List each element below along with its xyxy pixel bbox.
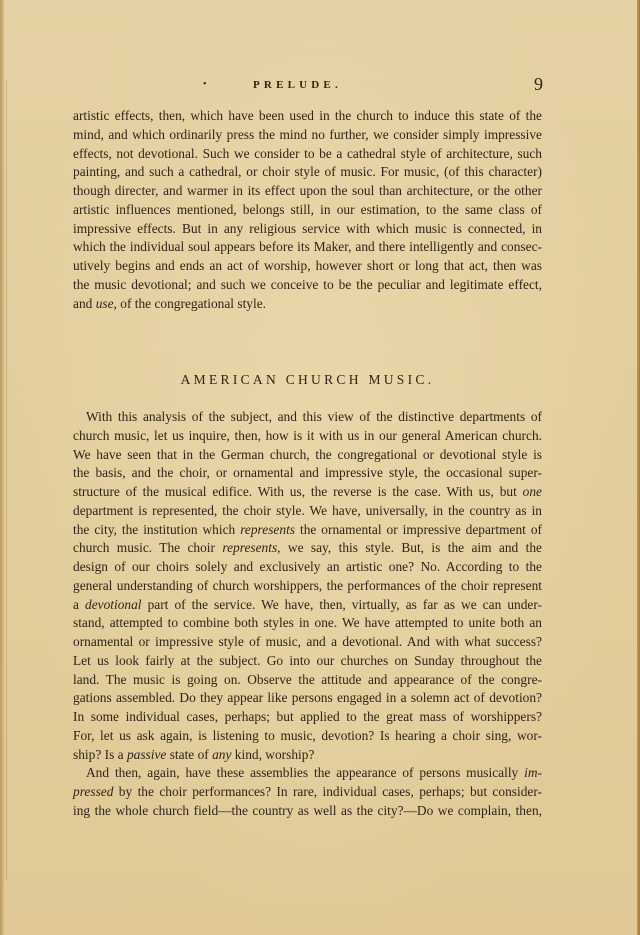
text-run: the city, the institution which — [73, 521, 241, 537]
text-line: For, let us ask again, is listening to music, devotion? Is hearing a choir sing, wor- — [73, 727, 542, 743]
text-line: In some individual cases, perhaps; but applied to the great mass of worshippers? — [73, 709, 542, 724]
text-line: gations assembled. Do they appear like persons engaged in a solemn act of devotion? — [73, 690, 542, 706]
text-line: the music devotional; and such we conceive to be the peculiar and legitimate effect, — [73, 276, 542, 292]
text-line: painting, and such a cathedral, or choir style of music. For music, (of this character) — [73, 164, 542, 180]
page-left-edge — [0, 0, 4, 935]
italic-text: one — [522, 484, 542, 499]
text-run: and — [73, 295, 96, 311]
text-line — [73, 764, 542, 783]
text-run: state of — [166, 746, 213, 762]
text-run: structure of the musical edifice. With us, the reverse is the case. With us, but — [73, 484, 523, 499]
text-line: land. The music is going on. Observe the attitude and appearance of the congre- — [73, 671, 542, 687]
text-line: though directer, and warmer in its effect upon the soul than architecture, or the other — [73, 183, 542, 198]
text-run: part of the service. We have, then, virtually, as far as we can under- — [141, 596, 542, 612]
text-line: department is represented, the choir style. We have, universally, in the country as in — [73, 502, 542, 518]
text-line — [73, 783, 542, 802]
text-run: by the choir performances? In rare, individual cases, perhaps; but consider- — [113, 784, 542, 799]
text-line — [73, 596, 542, 615]
text-run: the ornamental or impressive department of — [295, 521, 542, 537]
text-line: ing the whole church field—the country as well as the city?—Do we complain, then, — [73, 802, 542, 818]
text-line: Let us look fairly at the subject. Go into our churches on Sunday throughout the — [73, 652, 542, 668]
italic-text: represents — [222, 540, 278, 556]
text-line: which the individual soul appears before its Maker, and there intelligently and consec- — [73, 239, 542, 255]
italic-text: pressed — [73, 784, 114, 799]
text-line: ornamental or impressive style of music, and a devotional. And with what success? — [73, 634, 542, 649]
text-run: a — [73, 596, 85, 612]
text-run: kind, worship? — [231, 746, 315, 762]
section-heading: AMERICAN CHURCH MUSIC. — [180, 372, 435, 387]
text-run: , of the congregational style. — [113, 295, 267, 311]
italic-text: devotional — [85, 596, 142, 612]
italic-text: represents — [240, 521, 295, 537]
text-line: utively begins and ends an act of worship, however short or long that act, then was — [73, 258, 542, 273]
text-run: ship? Is a — [73, 746, 127, 762]
page-number: 9 — [534, 74, 543, 94]
text-line: effects, not devotional. Such we consider to be a cathedral style of architecture, such — [73, 145, 542, 161]
text-line: stand, attempted to combine both styles in one. We have attempted to unite both an — [73, 615, 542, 631]
text-line: the basis, and the choir, or ornamental and impressive style, the occasional super- — [73, 465, 542, 481]
text-run: , we say, this style. But, is the aim and the — [277, 540, 542, 556]
text-line: design of our choirs solely and exclusively an artistic one? No. According to the — [73, 559, 542, 574]
paragraph-2 — [73, 408, 542, 821]
text-line — [73, 746, 542, 765]
text-line: artistic effects, then, which have been used in the church to induce this state of the — [73, 108, 542, 123]
running-head — [73, 75, 543, 95]
text-line: We have seen that in the German church, the congregational or devotional style is — [73, 446, 542, 462]
paragraph-1 — [73, 107, 542, 313]
italic-text: im- — [524, 765, 542, 781]
italic-text: use — [95, 295, 114, 311]
italic-text: any — [212, 746, 232, 762]
text-line: With this analysis of the subject, and this view of the distinctive departments of — [86, 409, 542, 424]
text-run: And then, again, have these assemblies the appearance of persons musically — [86, 765, 525, 781]
text-line: mind, and which ordinarily press the mind no further, we consider simply impressive — [73, 126, 542, 142]
text-line: artistic influences mentioned, belongs still, in our estimation, to the same class of — [73, 201, 542, 217]
running-head-title: PRELUDE. — [253, 79, 342, 91]
text-line: impressive effects. But in any religious service with which music is connected, in — [73, 220, 542, 236]
italic-text: passive — [126, 746, 167, 762]
text-line — [73, 483, 542, 502]
text-line — [73, 295, 542, 314]
text-run: church music. The choir — [73, 540, 223, 556]
text-line: general understanding of church worshippers, the performances of the choir represent — [73, 577, 542, 593]
text-line: church music, let us inquire, then, how is it with us in our general American church. — [73, 427, 542, 443]
running-head-bullet: • — [203, 79, 207, 90]
text-line — [73, 521, 542, 540]
text-line — [73, 539, 542, 558]
page-gutter-line — [6, 80, 7, 880]
